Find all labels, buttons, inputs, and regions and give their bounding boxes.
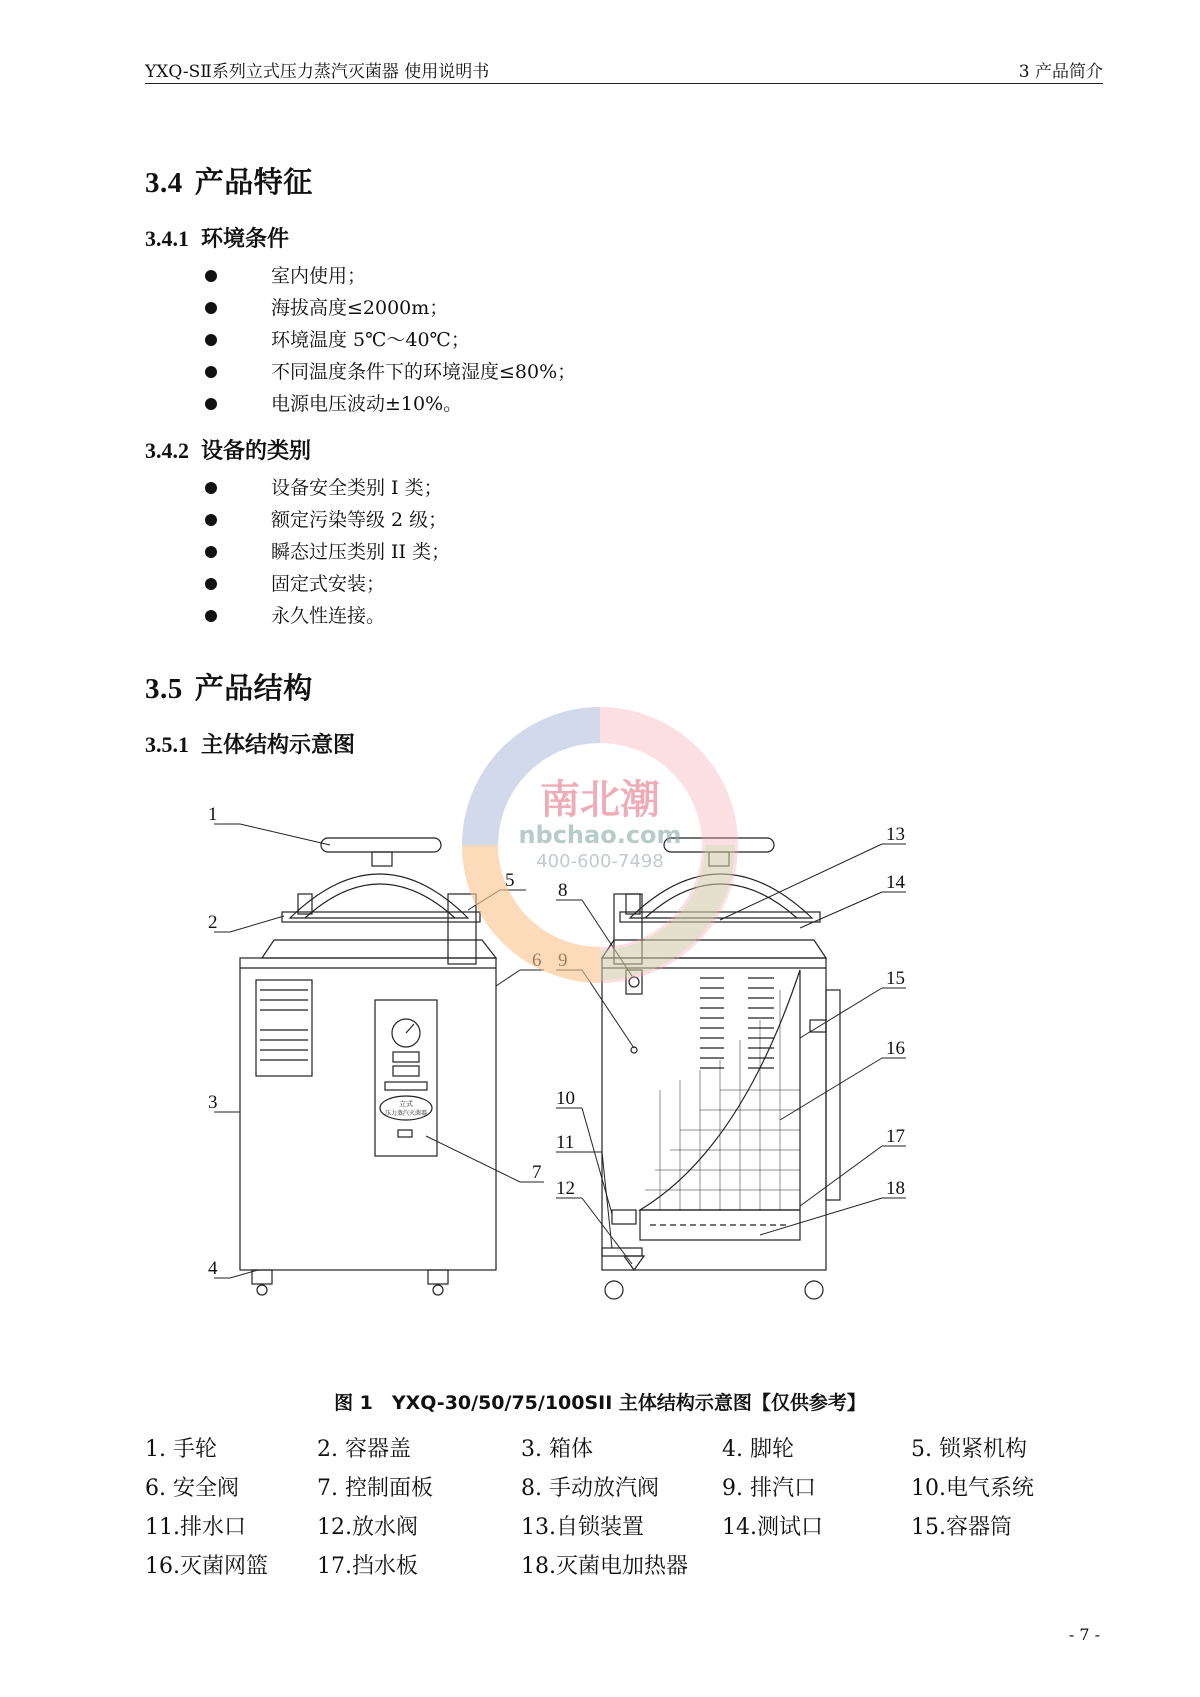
list-item: 12.放水阀 [317, 1515, 418, 1540]
drain-outlet-shape [602, 1248, 642, 1256]
cabinet-shape [240, 958, 496, 1270]
list-item: 5. 锁紧机构 [911, 1437, 1027, 1462]
list-item: 11.排水口 [145, 1515, 246, 1540]
callout-18: 18 [886, 1178, 905, 1199]
callout-10: 10 [556, 1088, 575, 1109]
header-chapter: 3 产品简介 [1018, 62, 1103, 82]
section-number: 3.4.1 [145, 226, 189, 251]
header-title: YXQ-SⅡ系列立式压力蒸汽灭菌器 使用说明书 [145, 62, 490, 82]
list-item: 电源电压波动±10%。 [205, 388, 576, 420]
front-view [240, 838, 496, 1295]
list-item: 设备安全类别 I 类； [205, 472, 450, 504]
list-item: 1. 手轮 [145, 1437, 217, 1462]
header-rule [145, 83, 1103, 84]
section-number: 3.5 [145, 673, 183, 705]
list-item: 18.灭菌电加热器 [521, 1554, 688, 1579]
bullet-icon [205, 270, 217, 282]
handwheel-shape [321, 838, 441, 852]
list-item: 固定式安装； [205, 568, 450, 600]
callout-17: 17 [886, 1126, 905, 1147]
bullet-icon [205, 546, 217, 558]
callout-15: 15 [886, 968, 905, 989]
callout-11: 11 [556, 1132, 575, 1153]
callout-12: 12 [556, 1178, 575, 1199]
bullet-icon [205, 482, 217, 494]
list-item: 17.挡水板 [317, 1554, 418, 1579]
callout-numbers [208, 804, 906, 1279]
list-item: 13.自锁装置 [521, 1515, 644, 1540]
bullet-icon [205, 366, 217, 378]
callout-2: 2 [208, 912, 218, 933]
section-3-4-heading [145, 160, 313, 201]
watermark-phone: 400-600-7498 [536, 851, 664, 872]
list-item: 7. 控制面板 [317, 1476, 433, 1501]
section-number: 3.4 [145, 167, 183, 199]
bullet-icon [205, 578, 217, 590]
environment-conditions-list [205, 260, 576, 420]
locking-mechanism-shape [448, 894, 476, 964]
section-number: 3.4.2 [145, 438, 189, 463]
warning-label-shape [256, 980, 312, 1076]
panel-sublabel: 压力蒸汽灭菌器 [384, 1111, 428, 1117]
equipment-category-list [205, 472, 450, 632]
list-item: 4. 脚轮 [722, 1437, 794, 1462]
list-item: 海拔高度≤2000m； [205, 292, 576, 324]
list-item: 10.电气系统 [911, 1476, 1034, 1501]
structure-diagram [200, 790, 1020, 1350]
section-title: 产品特征 [194, 165, 313, 199]
callout-7: 7 [532, 1162, 542, 1183]
page-number: - 7 - [1068, 1625, 1100, 1644]
list-item: 16.灭菌网篮 [145, 1554, 268, 1579]
list-item: 瞬态过压类别 II 类； [205, 536, 450, 568]
list-item: 9. 排汽口 [722, 1476, 816, 1501]
list-item: 不同温度条件下的环境湿度≤80%； [205, 356, 576, 388]
section-title: 设备的类别 [201, 439, 312, 464]
section-3-4-1-heading [145, 222, 289, 253]
list-item: 室内使用； [205, 260, 576, 292]
list-item: 环境温度 5℃～40℃； [205, 324, 576, 356]
section-3-5-heading [145, 666, 313, 707]
caster-shape [252, 1270, 272, 1284]
list-item: 8. 手动放汽阀 [521, 1476, 659, 1501]
callout-6: 6 [532, 950, 542, 971]
callout-13: 13 [886, 824, 905, 845]
electrical-system-shape [612, 1210, 636, 1224]
callout-14: 14 [886, 872, 905, 893]
callout-9: 9 [558, 950, 568, 971]
section-3-4-2-heading [145, 434, 311, 465]
list-item: 额定污染等级 2 级； [205, 504, 450, 536]
callout-5: 5 [505, 870, 515, 891]
vent-slots [700, 978, 774, 1068]
watermark-brand: 南北潮 [540, 777, 660, 823]
callout-16: 16 [886, 1038, 905, 1059]
bullet-icon [205, 334, 217, 346]
section-title: 产品结构 [194, 671, 313, 705]
section-title: 主体结构示意图 [201, 733, 356, 758]
bullet-icon [205, 610, 217, 622]
callout-4: 4 [208, 1258, 218, 1279]
bullet-icon [205, 302, 217, 314]
figure-caption: 图 1 YXQ-30/50/75/100SII 主体结构示意图【仅供参考】 [334, 1392, 866, 1414]
bullet-icon [205, 398, 217, 410]
list-item: 6. 安全阀 [145, 1476, 239, 1501]
section-3-5-1-heading [145, 728, 355, 759]
list-item: 永久性连接。 [205, 600, 450, 632]
callout-3: 3 [208, 1092, 218, 1113]
section-title: 环境条件 [201, 227, 290, 252]
section-number: 3.5.1 [145, 732, 189, 757]
list-item: 15.容器筒 [911, 1515, 1012, 1540]
caster-shape [428, 1270, 448, 1284]
control-panel-shape [375, 1000, 437, 1156]
callout-8: 8 [558, 880, 568, 901]
list-item: 14.测试口 [722, 1515, 823, 1540]
watermark-site: nbchao.com [518, 821, 682, 849]
panel-label: 立式 [399, 1100, 413, 1108]
cutaway-view [602, 838, 840, 1299]
list-item: 3. 箱体 [521, 1437, 593, 1462]
list-item: 2. 容器盖 [317, 1437, 411, 1462]
bullet-icon [205, 514, 217, 526]
callout-1: 1 [208, 804, 218, 825]
